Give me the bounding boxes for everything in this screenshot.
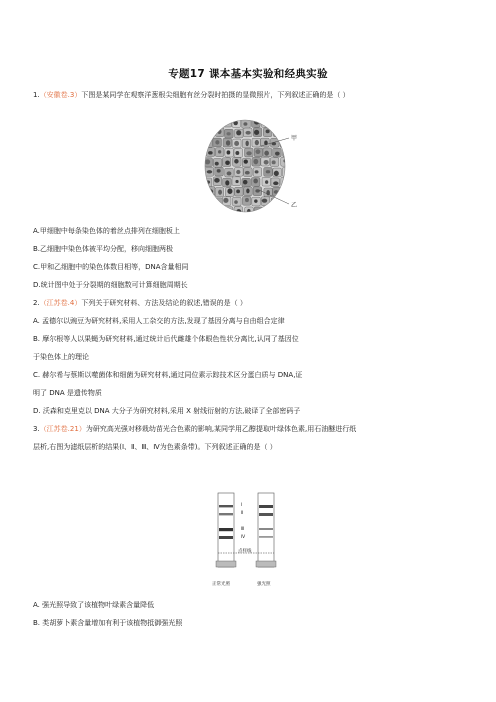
question-source: （江苏卷.4） bbox=[39, 299, 82, 307]
band-label-1: Ⅰ bbox=[241, 503, 243, 508]
question-3-stem bbox=[33, 425, 473, 434]
question-1-option-d: D.统计图中处于分裂期的细胞数可计算细胞周期长 bbox=[33, 281, 188, 289]
strip-label-strong: 强光照 bbox=[257, 582, 271, 587]
question-1-option-b: B.乙细胞中染色体被平均分配，移向细胞两极 bbox=[33, 245, 174, 253]
question-number: 3. bbox=[33, 425, 40, 433]
micrograph-figure bbox=[203, 118, 293, 214]
question-2-option-d: D. 沃森和克里克以 DNA 大分子为研究材料,采用 X 射线衍射的方法,破译了全部密码子 bbox=[33, 407, 301, 415]
question-2-stem bbox=[33, 299, 473, 308]
origin-line-label: 点样线 bbox=[238, 549, 252, 554]
question-2-option-b-cont: 于染色体上的理论 bbox=[33, 353, 89, 361]
page-title: 专题17 课本基本实验和经典实验 bbox=[168, 68, 328, 80]
question-source: （安徽卷.3） bbox=[39, 91, 82, 99]
band-label-2: Ⅱ bbox=[241, 511, 244, 516]
question-source: （江苏卷.21） bbox=[39, 425, 86, 433]
question-1-stem bbox=[33, 91, 473, 100]
question-text: 下图是某同学在观察洋葱根尖细胞有丝分裂时拍摄的显微照片，下列叙述正确的是（ ） bbox=[81, 91, 350, 99]
band-label-3: Ⅲ bbox=[241, 527, 245, 532]
question-number: 2. bbox=[33, 299, 40, 307]
strip-label-normal: 正常光照 bbox=[212, 582, 230, 587]
question-2-option-c-cont: 明了 DNA 是遗传物质 bbox=[33, 389, 102, 397]
question-3-stem-cont: 层析,右图为滤纸层析的结果(Ⅰ、Ⅱ、Ⅲ、Ⅳ为色素条带)。下列叙述正确的是（ ） bbox=[33, 443, 277, 451]
question-3-option-b: B. 类胡萝卜素含量增加有利于该植物抵御强光照 bbox=[33, 619, 183, 627]
question-text: 下列关于研究材料、方法及结论的叙述,错误的是（ ） bbox=[81, 299, 247, 307]
question-1-option-c: C.甲和乙细胞中的染色体数目相等，DNA含量相同 bbox=[33, 263, 189, 271]
question-2-option-c: C. 赫尔希与蔡斯以噬菌体和细菌为研究材料,通过同位素示踪技术区分蛋白质与 DNA,证 bbox=[33, 371, 303, 379]
question-2-option-b: B. 摩尔根等人以果蝇为研究材料,通过统计后代雌雄个体眼色性状分离比,认同了基因位 bbox=[33, 335, 299, 343]
label-yi: 乙 bbox=[291, 202, 298, 209]
question-1-option-a: A.甲细胞中每条染色体的着丝点排列在细胞板上 bbox=[33, 227, 180, 235]
question-text: 为研究高光强对移栽幼苗光合色素的影响,某同学用乙醇提取叶绿体色素,用石油醚进行纸 bbox=[85, 425, 357, 433]
question-2-option-a: A. 孟德尔以豌豆为研究材料,采用人工杂交的方法,发现了基因分离与自由组合定律 bbox=[33, 317, 285, 325]
question-number: 1. bbox=[33, 91, 40, 99]
chromatography-figure bbox=[212, 489, 282, 579]
label-jia: 甲 bbox=[291, 135, 298, 142]
band-label-4: Ⅳ bbox=[241, 535, 246, 540]
question-3-option-a: A. 强光照导致了该植物叶绿素含量降低 bbox=[33, 601, 155, 609]
